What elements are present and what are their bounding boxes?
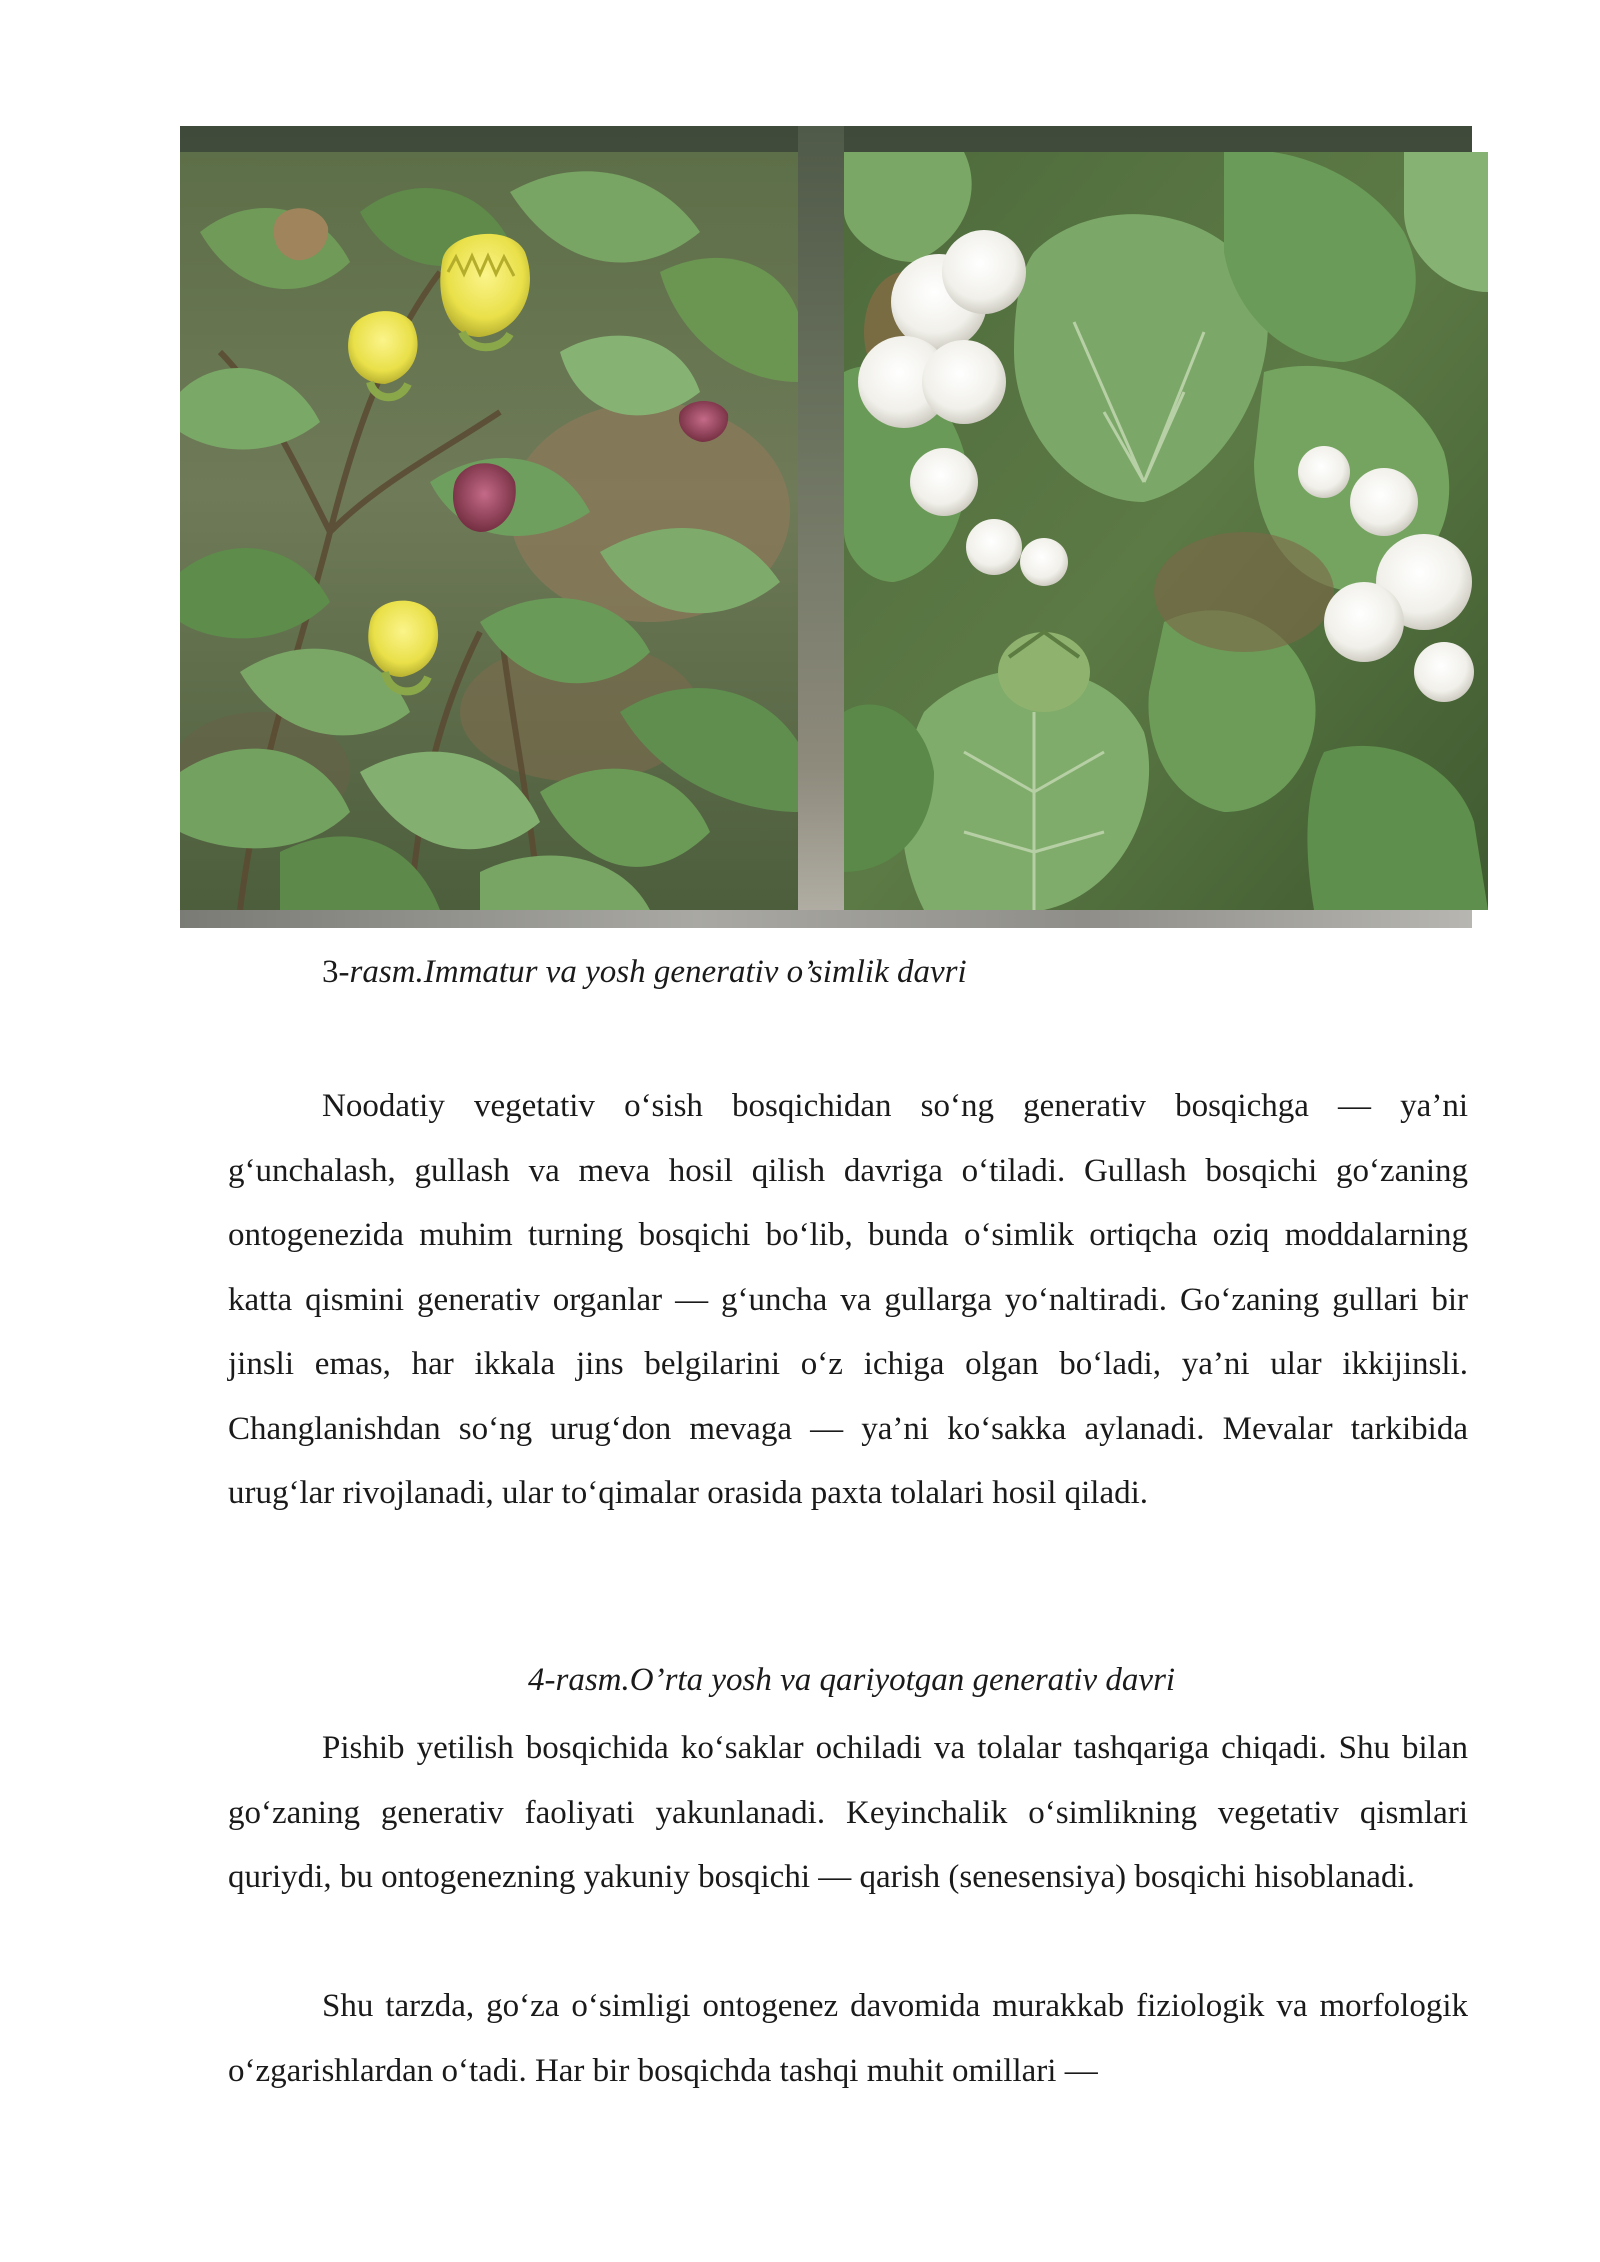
body-paragraph-1: Noodatiy vegetativ o‘sish bosqichidan so‘ng generativ bosqichga — ya’ni g‘unchalash, gullash va meva hosil qilish davriga o‘tiladi. Gullash bosqichi go‘zaning ontogenezida muhim turning bosqichi bo‘lib, bunda o‘simlik ortiqcha oziq moddalarning katta qismini generativ organlar — g‘uncha va gullarga yo‘naltiradi. Go‘zaning gullari bir jinsli emas, har ikkala jins belgilarini o‘z ichiga olgan bo‘ladi, ya’ni ular ikkijinsli. Changlanishdan so‘ng urug‘don mevaga — ya’ni ko‘sakka aylanadi. Mevalar tarkibida urug‘lar rivojlanadi, ular to‘qimalar orasida paxta tolalari hosil qiladi. xyxy=(228,1088,1468,1511)
figure-3-caption-text: rasm.Immatur va yosh generativ o’simlik davri xyxy=(349,954,967,990)
figure-3-number: 3- xyxy=(322,954,350,990)
body-paragraph-3: Shu tarzda, go‘za o‘simligi ontogenez davomida murakkab fiziologik va morfologik o‘zgarishlardan o‘tadi. Har bir bosqichda tashqi muhit omillari — xyxy=(228,1988,1468,2089)
photo-bottom-strip xyxy=(180,910,1472,928)
figure-cotton-photos xyxy=(180,126,1488,928)
photo-open-cotton-bolls xyxy=(844,152,1488,910)
figure-3-caption xyxy=(322,952,967,992)
body-paragraph-2: Pishib yetilish bosqichida ko‘saklar ochiladi va tolalar tashqariga chiqadi. Shu bilan go‘zaning generativ faoliyati yakunlanadi. Keyinchalik o‘simlikning vegetativ qismlari quriydi, bu ontogenezning yakuniy bosqichi — qarish (senesensiya) bosqichi hisoblanadi. xyxy=(228,1730,1468,1895)
photo-divider xyxy=(798,126,844,928)
photo-flowering-cotton xyxy=(180,152,798,910)
figure-4-caption: 4-rasm.O’rta yosh va qariyotgan generativ davri xyxy=(528,1662,1176,1698)
